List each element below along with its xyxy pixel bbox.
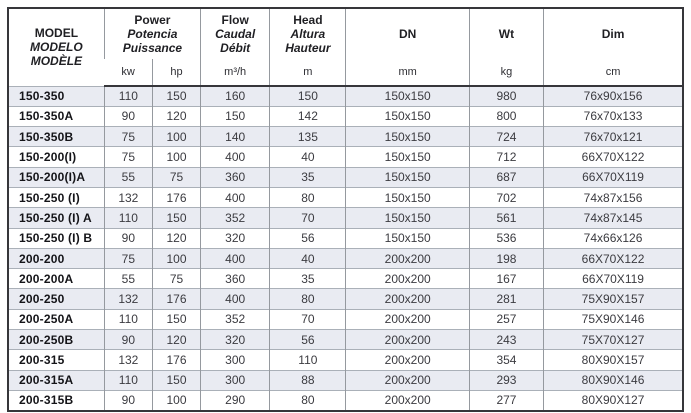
unit-wt: kg — [469, 59, 543, 86]
cell-dim: 75X90X157 — [544, 289, 683, 309]
cell-hp: 75 — [152, 167, 200, 187]
cell-dn: 200x200 — [346, 289, 469, 309]
header-flow-es: Caudal — [215, 27, 256, 41]
cell-dn: 200x200 — [346, 350, 469, 370]
cell-dim: 74x87x156 — [544, 187, 683, 207]
cell-kw: 55 — [104, 167, 152, 187]
cell-dim: 66X70X122 — [544, 147, 683, 167]
cell-dn: 150x150 — [346, 86, 469, 106]
cell-model: 200-315 — [8, 350, 104, 370]
cell-wt: 293 — [469, 370, 543, 390]
cell-hp: 120 — [152, 106, 200, 126]
cell-head: 142 — [270, 106, 346, 126]
cell-dim: 76x70x133 — [544, 106, 683, 126]
cell-model: 150-250 (I) — [8, 187, 104, 207]
cell-kw: 55 — [104, 269, 152, 289]
cell-flow: 352 — [201, 309, 270, 329]
cell-wt: 980 — [469, 86, 543, 106]
cell-head: 110 — [270, 350, 346, 370]
cell-dn: 200x200 — [346, 330, 469, 350]
cell-model: 200-250B — [8, 330, 104, 350]
cell-dim: 66X70X119 — [544, 167, 683, 187]
col-header-dn — [346, 8, 469, 59]
cell-dn: 200x200 — [346, 248, 469, 268]
cell-dn: 150x150 — [346, 106, 469, 126]
cell-flow: 290 — [201, 390, 270, 410]
cell-flow: 300 — [201, 350, 270, 370]
table-row — [8, 86, 683, 106]
table-row — [8, 127, 683, 147]
pump-spec-table — [7, 7, 684, 412]
header-dim-label: Dim — [601, 27, 625, 41]
unit-flow: m³/h — [201, 59, 270, 86]
cell-head: 56 — [270, 330, 346, 350]
cell-hp: 176 — [152, 350, 200, 370]
cell-dn: 150x150 — [346, 228, 469, 248]
cell-model: 200-200 — [8, 248, 104, 268]
cell-wt: 243 — [469, 330, 543, 350]
cell-model: 150-200(I) — [8, 147, 104, 167]
table-row — [8, 147, 683, 167]
cell-wt: 712 — [469, 147, 543, 167]
cell-flow: 320 — [201, 228, 270, 248]
cell-wt: 281 — [469, 289, 543, 309]
cell-wt: 257 — [469, 309, 543, 329]
unit-hp: hp — [152, 59, 200, 86]
cell-head: 40 — [270, 147, 346, 167]
cell-wt: 687 — [469, 167, 543, 187]
header-dn-label: DN — [398, 27, 417, 41]
cell-dn: 200x200 — [346, 370, 469, 390]
header-power-en: Power — [134, 13, 171, 27]
cell-head: 88 — [270, 370, 346, 390]
cell-dim: 74x66x126 — [544, 228, 683, 248]
cell-dn: 200x200 — [346, 269, 469, 289]
header-units-row — [8, 59, 683, 86]
cell-dim: 80X90X146 — [544, 370, 683, 390]
cell-flow: 150 — [201, 106, 270, 126]
cell-kw: 110 — [104, 370, 152, 390]
header-model-fr: MODÈLE — [30, 54, 83, 69]
table-row — [8, 330, 683, 350]
col-header-flow — [201, 8, 270, 59]
cell-wt: 536 — [469, 228, 543, 248]
cell-hp: 150 — [152, 208, 200, 228]
table-row — [8, 248, 683, 268]
cell-flow: 400 — [201, 248, 270, 268]
header-flow-en: Flow — [221, 13, 249, 27]
cell-wt: 561 — [469, 208, 543, 228]
cell-hp: 150 — [152, 309, 200, 329]
cell-head: 35 — [270, 269, 346, 289]
cell-wt: 702 — [469, 187, 543, 207]
cell-kw: 75 — [104, 147, 152, 167]
cell-model: 200-250A — [8, 309, 104, 329]
col-header-dim — [544, 8, 683, 59]
cell-hp: 120 — [152, 330, 200, 350]
cell-dn: 150x150 — [346, 167, 469, 187]
cell-kw: 132 — [104, 187, 152, 207]
cell-dim: 75X70X127 — [544, 330, 683, 350]
cell-head: 80 — [270, 390, 346, 410]
header-power-fr: Puissance — [122, 41, 183, 55]
header-head-en: Head — [293, 13, 323, 27]
cell-kw: 90 — [104, 330, 152, 350]
cell-model: 200-315A — [8, 370, 104, 390]
cell-kw: 110 — [104, 309, 152, 329]
cell-wt: 277 — [469, 390, 543, 410]
cell-dn: 150x150 — [346, 147, 469, 167]
cell-head: 135 — [270, 127, 346, 147]
unit-dn: mm — [346, 59, 469, 86]
table-row — [8, 289, 683, 309]
header-model-en: MODEL — [34, 26, 79, 41]
cell-hp: 120 — [152, 228, 200, 248]
cell-wt: 354 — [469, 350, 543, 370]
cell-model: 150-250 (I) B — [8, 228, 104, 248]
cell-model: 200-200A — [8, 269, 104, 289]
cell-flow: 400 — [201, 147, 270, 167]
cell-hp: 100 — [152, 147, 200, 167]
cell-kw: 90 — [104, 228, 152, 248]
cell-kw: 132 — [104, 350, 152, 370]
cell-hp: 150 — [152, 370, 200, 390]
cell-flow: 140 — [201, 127, 270, 147]
cell-kw: 90 — [104, 390, 152, 410]
table-row — [8, 269, 683, 289]
cell-wt: 198 — [469, 248, 543, 268]
cell-dn: 150x150 — [346, 127, 469, 147]
cell-hp: 100 — [152, 248, 200, 268]
col-header-head — [270, 8, 346, 59]
header-head-es: Altura — [290, 27, 326, 41]
col-header-model — [8, 8, 104, 86]
cell-dn: 200x200 — [346, 390, 469, 410]
table-row — [8, 106, 683, 126]
unit-kw: kw — [104, 59, 152, 86]
cell-hp: 176 — [152, 289, 200, 309]
cell-hp: 176 — [152, 187, 200, 207]
cell-hp: 150 — [152, 86, 200, 106]
cell-head: 35 — [270, 167, 346, 187]
header-head-fr: Hauteur — [285, 41, 331, 55]
cell-kw: 90 — [104, 106, 152, 126]
cell-dn: 150x150 — [346, 208, 469, 228]
cell-head: 70 — [270, 309, 346, 329]
cell-dim: 66X70X119 — [544, 269, 683, 289]
cell-hp: 100 — [152, 390, 200, 410]
header-flow-fr: Débit — [220, 41, 251, 55]
cell-dim: 75X90X146 — [544, 309, 683, 329]
cell-model: 150-200(I)A — [8, 167, 104, 187]
cell-dn: 150x150 — [346, 187, 469, 207]
cell-model: 200-250 — [8, 289, 104, 309]
cell-model: 150-350 — [8, 86, 104, 106]
cell-kw: 110 — [104, 86, 152, 106]
table-row — [8, 350, 683, 370]
cell-hp: 75 — [152, 269, 200, 289]
cell-kw: 75 — [104, 248, 152, 268]
cell-head: 56 — [270, 228, 346, 248]
col-header-wt — [469, 8, 543, 59]
cell-model: 150-250 (I) A — [8, 208, 104, 228]
cell-kw: 132 — [104, 289, 152, 309]
cell-head: 40 — [270, 248, 346, 268]
header-title-row — [8, 8, 683, 59]
cell-flow: 400 — [201, 289, 270, 309]
table-header — [8, 8, 683, 86]
cell-kw: 75 — [104, 127, 152, 147]
table-row — [8, 370, 683, 390]
cell-flow: 360 — [201, 269, 270, 289]
header-wt-label: Wt — [498, 27, 515, 41]
cell-head: 150 — [270, 86, 346, 106]
table-row — [8, 167, 683, 187]
cell-dn: 200x200 — [346, 309, 469, 329]
cell-wt: 724 — [469, 127, 543, 147]
cell-kw: 110 — [104, 208, 152, 228]
table-row — [8, 228, 683, 248]
unit-dim: cm — [544, 59, 683, 86]
cell-dim: 66X70X122 — [544, 248, 683, 268]
table-row — [8, 309, 683, 329]
cell-flow: 400 — [201, 187, 270, 207]
cell-dim: 80X90X127 — [544, 390, 683, 410]
cell-model: 150-350A — [8, 106, 104, 126]
cell-model: 150-350B — [8, 127, 104, 147]
table-body — [8, 86, 683, 411]
cell-head: 80 — [270, 289, 346, 309]
cell-wt: 167 — [469, 269, 543, 289]
header-model-es: MODELO — [30, 40, 83, 55]
table-row — [8, 187, 683, 207]
cell-flow: 352 — [201, 208, 270, 228]
cell-dim: 74x87x145 — [544, 208, 683, 228]
col-header-power — [104, 8, 200, 59]
cell-model: 200-315B — [8, 390, 104, 410]
table-row — [8, 208, 683, 228]
cell-flow: 320 — [201, 330, 270, 350]
cell-hp: 100 — [152, 127, 200, 147]
cell-head: 80 — [270, 187, 346, 207]
cell-dim: 76x90x156 — [544, 86, 683, 106]
cell-flow: 360 — [201, 167, 270, 187]
cell-dim: 76x70x121 — [544, 127, 683, 147]
cell-flow: 300 — [201, 370, 270, 390]
table-row — [8, 390, 683, 410]
cell-head: 70 — [270, 208, 346, 228]
cell-dim: 80X90X157 — [544, 350, 683, 370]
cell-flow: 160 — [201, 86, 270, 106]
header-power-es: Potencia — [127, 27, 178, 41]
unit-head: m — [270, 59, 346, 86]
cell-wt: 800 — [469, 106, 543, 126]
